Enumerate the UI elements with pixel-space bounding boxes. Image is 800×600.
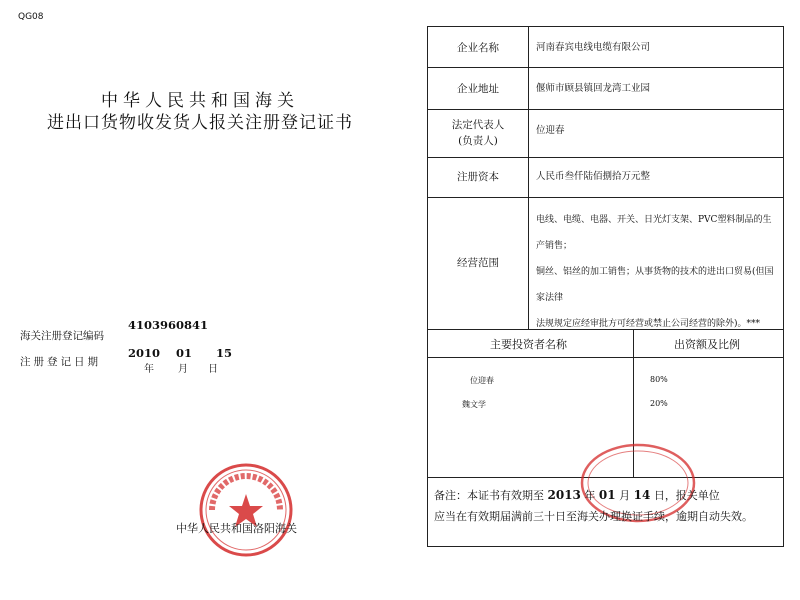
- row-divider: [428, 357, 783, 358]
- document-title-line2: 进出口货物收发货人报关注册登记证书: [47, 113, 353, 133]
- issuer-name: 中华人民共和国洛阳海关: [176, 522, 297, 535]
- investor-header: 主要投资者名称: [490, 338, 567, 351]
- registration-month-unit: 月: [178, 364, 188, 375]
- ratio-header: 出资额及比例: [674, 338, 740, 351]
- expiry-day-unit: 日: [653, 489, 665, 502]
- registration-date-label: 注册登记日期: [20, 356, 101, 368]
- certificate-table: [427, 26, 784, 547]
- company-name: 河南春宾电线电缆有限公司: [536, 42, 651, 53]
- expiry-month-unit: 月: [619, 489, 631, 502]
- capital-label: 注册资本: [457, 171, 499, 183]
- expiry-day: 14: [633, 488, 651, 502]
- registration-month: 01: [176, 346, 193, 360]
- scope-line: 法规规定应经审批方可经营或禁止公司经营的除外)。***: [536, 319, 761, 329]
- investor-name: 魏文学: [462, 400, 486, 409]
- legal-rep-label-sub: (负责人): [458, 135, 498, 147]
- row-divider: [428, 157, 783, 158]
- remark-prefix: 备注：本证书有效期至: [434, 489, 544, 502]
- registration-code-label: 海关注册登记编码: [20, 330, 104, 342]
- remark: [434, 485, 779, 527]
- company-address-label: 企业地址: [457, 83, 499, 95]
- row-divider: [428, 109, 783, 110]
- business-scope: [536, 207, 776, 337]
- investor-ratio: 20%: [650, 399, 668, 408]
- registration-code-value: 4103960841: [128, 318, 209, 332]
- row-divider: [428, 67, 783, 68]
- registration-day-unit: 日: [208, 364, 218, 375]
- legal-rep-label: 法定代表人: [451, 119, 505, 131]
- expiry-year-unit: 年: [584, 489, 596, 502]
- document-title-line1: 中华人民共和国海关: [101, 91, 299, 111]
- remark-suffix: ，报关单位: [664, 489, 720, 502]
- column-divider: [528, 27, 529, 329]
- company-address: 偃师市顾县镇回龙湾工业园: [536, 83, 651, 94]
- expiry-month: 01: [598, 488, 616, 502]
- scope-line: 电线、电缆、电器、开关、日光灯支架、PVC塑料制品的生产销售；: [536, 215, 772, 251]
- registration-day: 15: [216, 346, 233, 360]
- registration-year: 2010: [128, 346, 161, 360]
- registration-year-unit: 年: [144, 364, 154, 375]
- registered-capital: 人民币叁仟陆佰捌拾万元整: [536, 171, 651, 182]
- remark-line2: 应当在有效期届满前三十日至海关办理换证手续，逾期自动失效。: [434, 510, 753, 523]
- legal-rep: 位迎春: [536, 125, 565, 136]
- form-code: QG08: [18, 12, 44, 22]
- row-divider: [428, 197, 783, 198]
- investor-ratio: 80%: [650, 375, 668, 384]
- scope-line: 铜丝、铝丝的加工销售；从事货物的技术的进出口贸易(但国家法律: [536, 267, 774, 303]
- customs-seal: [198, 462, 294, 558]
- company-name-label: 企业名称: [457, 42, 499, 54]
- scope-label: 经营范围: [457, 257, 499, 269]
- investor-name: 位迎春: [470, 376, 494, 385]
- expiry-year: 2013: [547, 488, 581, 502]
